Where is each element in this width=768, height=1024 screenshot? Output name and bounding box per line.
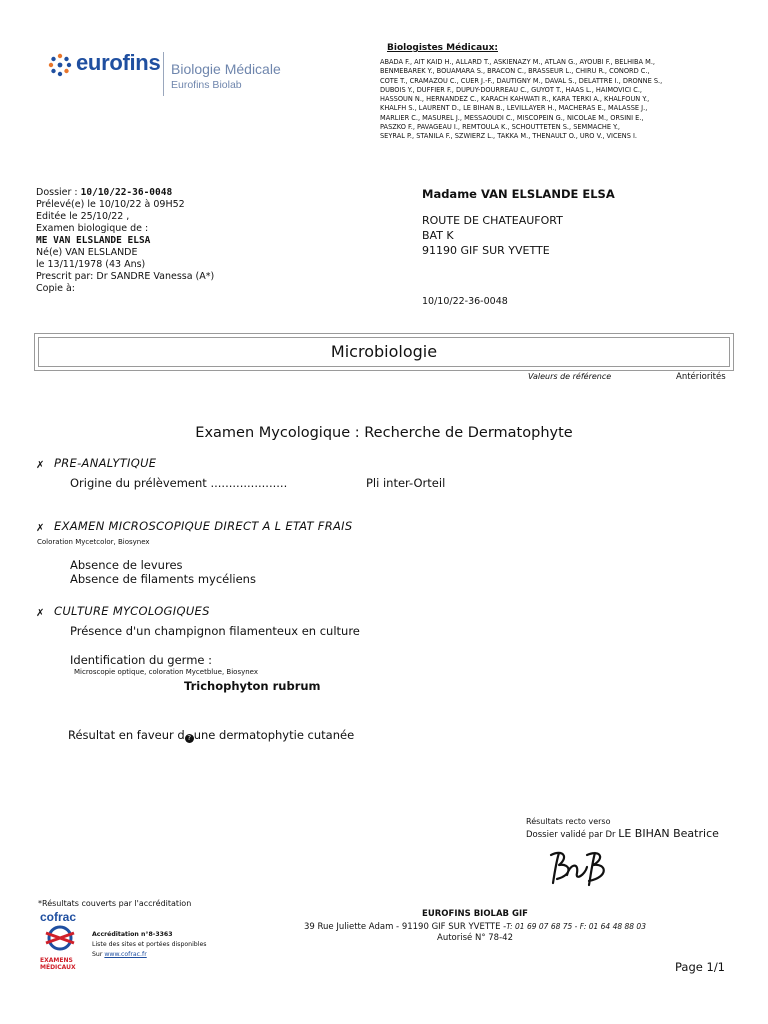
exam-for-label: Examen biologique de : — [36, 223, 149, 234]
biologists-line: SEYRAL P., STANILA F., SZWIERZ L., TAKKA M., THENAULT O., URO V., VICENS I. — [380, 132, 638, 141]
bullet-icon: ✗ — [36, 523, 45, 534]
validated-label: Dossier validé par Dr — [526, 830, 619, 840]
bullet-icon: ✗ — [36, 460, 45, 471]
germ-name: Trichophyton rubrum — [184, 679, 321, 693]
origin-label: Origine du prélèvement ..................... — [70, 476, 288, 490]
copy-to: Copie à: — [36, 283, 76, 294]
conclusion-part-1: Résultat en faveur d — [68, 728, 185, 742]
validated-by — [526, 827, 719, 840]
cofrac-sub-2: MÉDICAUX — [40, 964, 76, 971]
yeast-result: Absence de levures — [70, 558, 183, 572]
anteriorities-label: Antériorités — [676, 372, 726, 382]
accreditation-note: *Résultats couverts par l'accréditation — [38, 899, 192, 908]
identification-label: Identification du germe : — [70, 653, 213, 667]
prescriber: Prescrit par: Dr SANDRE Vanessa (A*) — [36, 271, 215, 282]
dossier-label: Dossier : — [36, 187, 81, 198]
logo-brand: eurofins — [76, 50, 161, 75]
bullet-icon: ✗ — [36, 608, 45, 619]
biologists-line: COTE T., CRAMAZOU C., CUER J.-F., DAUTIGNY M., DAVAL S., DELATTRE I., DRONNE S., — [380, 76, 663, 85]
patient-info-left — [36, 187, 214, 295]
validating-doctor: LE BIHAN Beatrice — [618, 827, 719, 840]
microscopy-method: Coloration Mycetcolor, Biosynex — [37, 538, 150, 546]
address-line: ROUTE DE CHATEAUFORT — [422, 214, 563, 227]
dossier-line — [36, 187, 214, 199]
culture-heading: CULTURE MYCOLOGIQUES — [54, 604, 210, 618]
footer-street: 39 Rue Juliette Adam - 91190 GIF SUR YVETTE - — [304, 922, 507, 932]
microscopy-heading: EXAMEN MICROSCOPIQUE DIRECT A L ETAT FRAIS — [54, 519, 353, 533]
biologists-line: MARLIER C., MASUREL J., MESSAOUDI C., MISCOPEIN G., NICOLAE M., ORSINI E., — [380, 113, 644, 122]
recipient-dossier-number: 10/10/22-36-0048 — [422, 296, 508, 307]
replacement-char-icon: ? — [185, 734, 194, 743]
pre-analytic-heading: PRE-ANALYTIQUE — [54, 456, 157, 470]
birth-date: le 13/11/1978 (43 Ans) — [36, 259, 146, 270]
accreditation-link-prefix: Sur — [92, 951, 105, 958]
signature-icon — [545, 845, 625, 890]
dossier-number: 10/10/22-36-0048 — [80, 187, 173, 198]
cofrac-sub-1: EXAMENS — [40, 957, 73, 964]
cofrac-link[interactable]: www.cofrac.fr — [104, 951, 147, 958]
address-line: BAT K — [422, 229, 454, 242]
filaments-result: Absence de filaments mycéliens — [70, 572, 256, 586]
recipient-name: Madame VAN ELSLANDE ELSA — [422, 187, 615, 201]
footer-address — [0, 922, 768, 932]
biologists-line: PASZKO F., PAVAGEAU I., REMTOULA K., SCHOUTTETEN S., SEMMACHE Y., — [380, 123, 621, 132]
biologists-line: ABADA F., AIT KAID H., ALLARD T., ASKIENAZY M., ATLAN G., AYOUBI F., BELHIBA M., — [380, 58, 656, 66]
accreditation-link-line — [92, 950, 206, 960]
address-line: 91190 GIF SUR YVETTE — [422, 244, 550, 257]
biologists-list — [380, 58, 720, 142]
identification-method: Microscopie optique, coloration Mycetblue, Biosynex — [74, 668, 258, 676]
logo-subtitle: Biologie Médicale — [171, 61, 281, 77]
logo-separator — [163, 52, 164, 96]
origin-value: Pli inter-Orteil — [366, 476, 446, 490]
reference-values-label: Valeurs de référence — [528, 372, 612, 381]
logo-subtitle-2: Eurofins Biolab — [171, 79, 242, 91]
footer-phone: T: 01 69 07 68 75 - F: 01 64 48 88 03 — [506, 922, 646, 931]
birth-name: Né(e) VAN ELSLANDE — [36, 247, 138, 258]
conclusion-part-2: une dermatophytie cutanée — [193, 728, 355, 742]
footer-organization: EUROFINS BIOLAB GIF — [422, 909, 528, 919]
sampled-date: Prélevé(e) le 10/10/22 à 09H52 — [36, 199, 185, 210]
exam-title: Examen Mycologique : Recherche de Dermatophyte — [195, 425, 573, 441]
cofrac-wordmark: cofrac — [40, 910, 77, 924]
conclusion — [68, 728, 354, 743]
biologists-line: HASSOUN N., HERNANDEZ C., KARACH KAHWATI R., KARA TERKI A., KHALFOUN Y., — [380, 95, 650, 104]
eurofins-logo-icon — [48, 53, 72, 77]
patient-name: ME VAN ELSLANDE ELSA — [36, 235, 151, 246]
section-title: Microbiologie — [330, 342, 438, 361]
accreditation-number: Accréditation n°8-3363 — [92, 931, 173, 938]
biologists-line: DUBOIS Y., DUFFIER F., DUPUY-DOURREAU C., GUYOT T., HAAS L., HAIMOVICI C., — [380, 85, 643, 94]
biologists-line: BENMEBAREK Y., BOUAMARA S., BRACON C., BRASSEUR L., CHIRU R., CONORD C., — [380, 67, 650, 76]
footer-authorization: Autorisé N° 78-42 — [437, 933, 513, 943]
edited-date: Editée le 25/10/22 , — [36, 211, 130, 222]
culture-result: Présence d'un champignon filamenteux en culture — [70, 624, 360, 638]
biologists-title: Biologistes Médicaux: — [387, 43, 498, 53]
cofrac-logo-icon — [40, 911, 80, 977]
recipient-address — [422, 213, 563, 258]
accreditation-sites: Liste des sites et portées disponibles — [92, 941, 207, 948]
biologists-line: KHALFH S., LAURENT D., LE BIHAN B., LEVILLAYER H., MACHERAS E., MALASSE J., — [380, 104, 648, 113]
page-number: Page 1/1 — [675, 960, 726, 974]
recto-verso-note: Résultats recto verso — [526, 817, 611, 826]
